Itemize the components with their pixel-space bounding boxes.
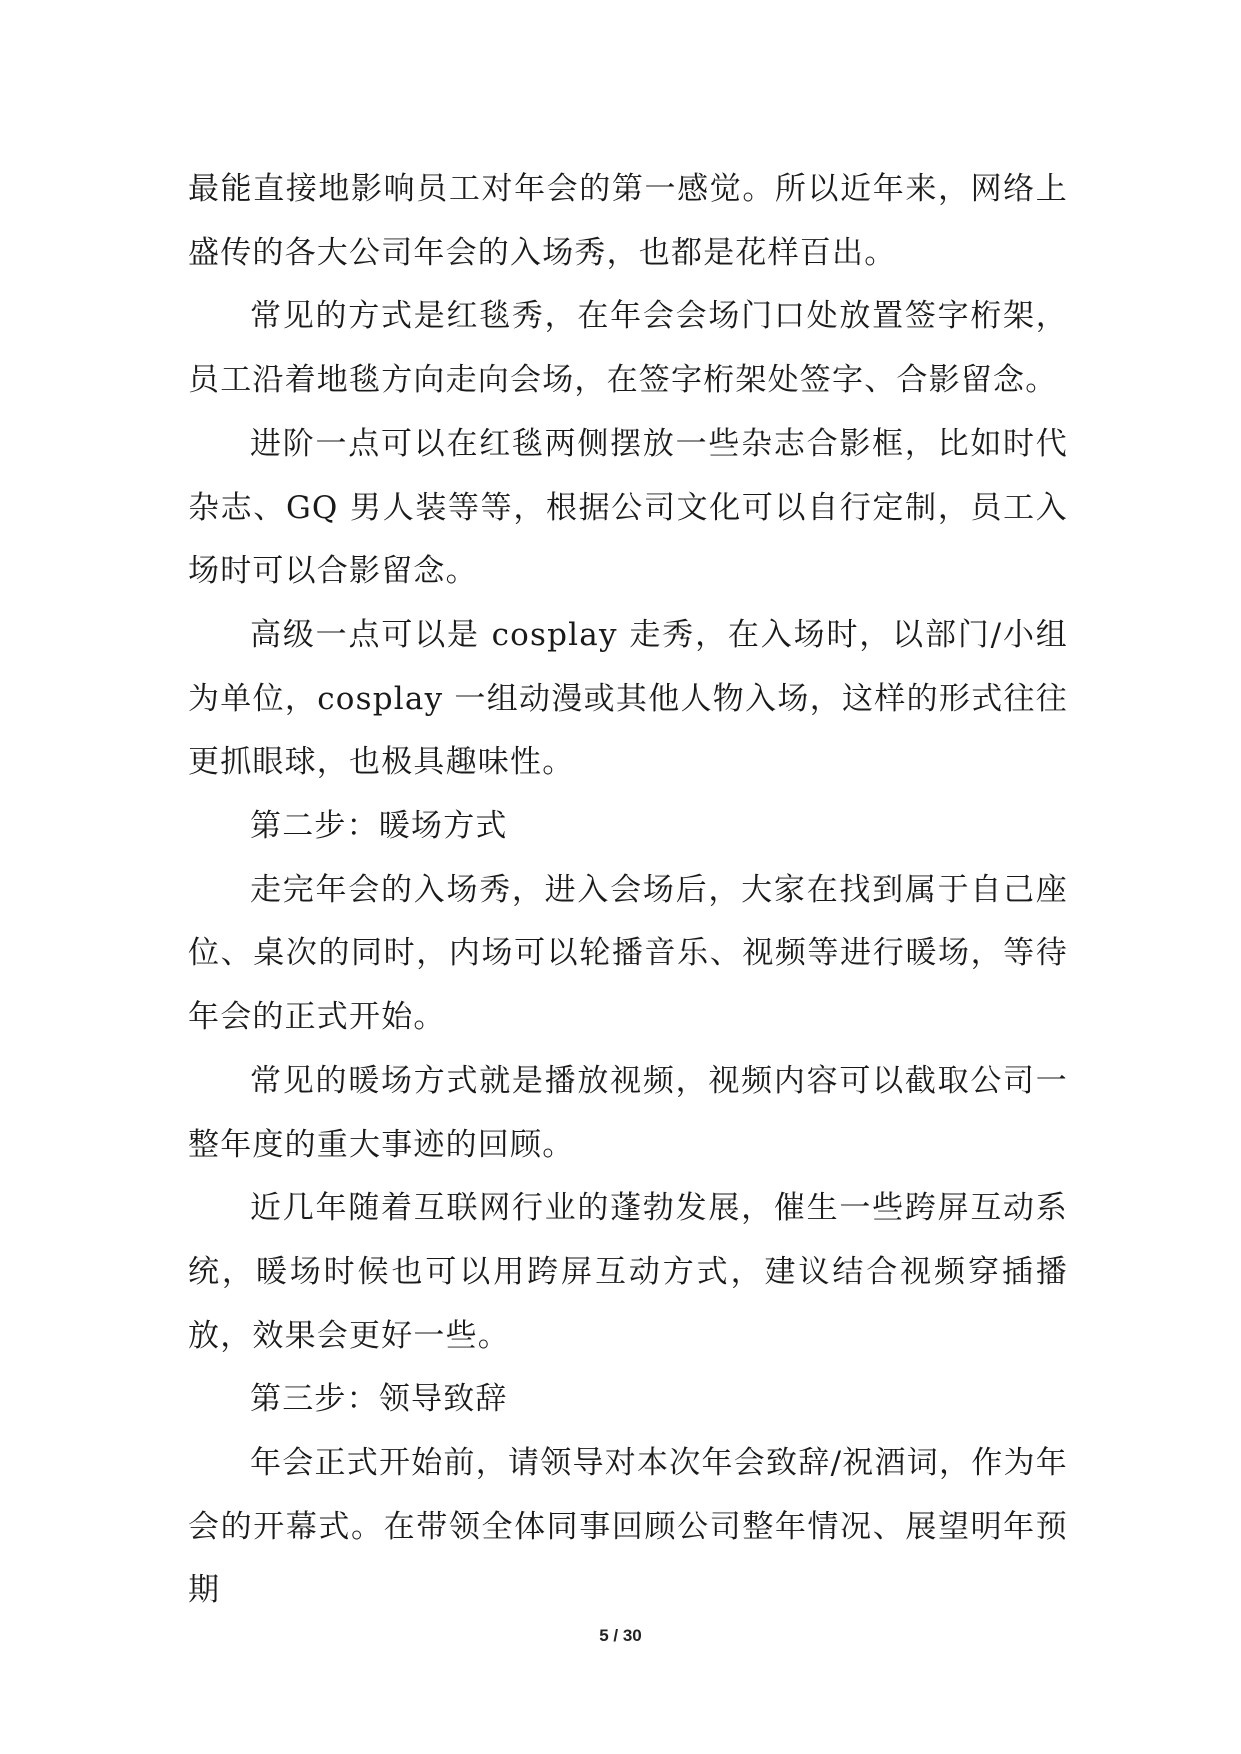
paragraph: 高级一点可以是 cosplay 走秀，在入场时，以部门/小组为单位，cosplay 一组动漫或其他人物入场，这样的形式往往更抓眼球，也极具趣味性。 bbox=[188, 616, 1068, 781]
paragraph: 近几年随着互联网行业的蓬勃发展，催生一些跨屏互动系统，暖场时候也可以用跨屏互动方式，建议结合视频穿插播放，效果会更好一些。 bbox=[188, 1190, 1068, 1354]
paragraph: 走完年会的入场秀，进入会场后，大家在找到属于自己座位、桌次的同时，内场可以轮播音乐、视频等进行暖场，等待年会的正式开始。 bbox=[188, 871, 1068, 1036]
body-text bbox=[188, 158, 1068, 1623]
section-heading: 第二步：暖场方式 bbox=[250, 808, 508, 845]
section-heading: 第三步：领导致辞 bbox=[250, 1381, 508, 1418]
paragraph: 常见的暖场方式就是播放视频，视频内容可以截取公司一整年度的重大事迹的回顾。 bbox=[188, 1062, 1068, 1163]
paragraph: 常见的方式是红毯秀，在年会会场门口处放置签字桁架，员工沿着地毯方向走向会场，在签字桁架处签字、合影留念。 bbox=[188, 298, 1068, 399]
page-number: 5 / 30 bbox=[599, 1626, 642, 1645]
paragraph: 进阶一点可以在红毯两侧摆放一些杂志合影框，比如时代杂志、GQ 男人装等等，根据公司文化可以自行定制，员工入场时可以合影留念。 bbox=[188, 425, 1068, 590]
paragraph: 年会正式开始前，请领导对本次年会致辞/祝酒词，作为年会的开幕式。在带领全体同事回顾公司整年情况、展望明年预期 bbox=[188, 1445, 1068, 1609]
paragraph: 最能直接地影响员工对年会的第一感觉。所以近年来，网络上盛传的各大公司年会的入场秀，也都是花样百出。 bbox=[188, 171, 1068, 271]
